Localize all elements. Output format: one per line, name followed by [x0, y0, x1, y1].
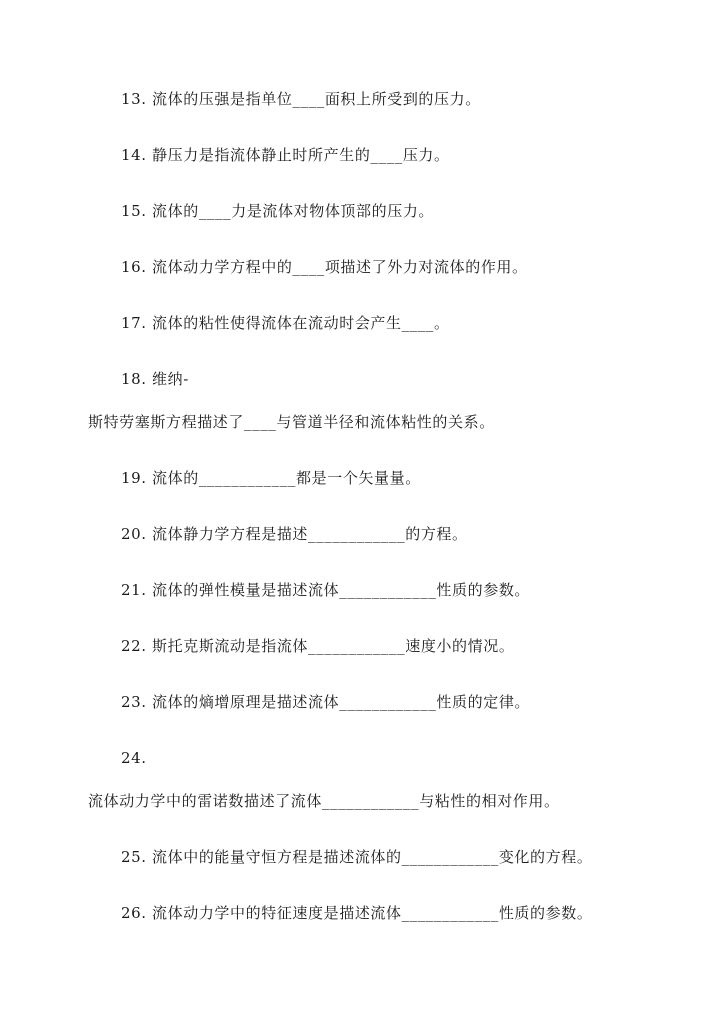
question-26: 26. 流体动力学中的特征速度是描述流体____________性质的参数。: [121, 904, 593, 922]
question-13: 13. 流体的压强是指单位____面积上所受到的压力。: [121, 90, 481, 108]
question-20: 20. 流体静力学方程是描述____________的方程。: [121, 525, 468, 543]
question-24-number: 24.: [121, 749, 147, 767]
question-16: 16. 流体动力学方程中的____项描述了外力对流体的作用。: [121, 258, 528, 276]
question-19: 19. 流体的____________都是一个矢量量。: [121, 469, 421, 487]
question-22: 22. 斯托克斯流动是指流体____________速度小的情况。: [121, 637, 515, 655]
question-18-text: 斯特劳塞斯方程描述了____与管道半径和流体粘性的关系。: [88, 413, 495, 431]
question-15: 15. 流体的____力是流体对物体顶部的压力。: [121, 202, 435, 220]
question-14: 14. 静压力是指流体静止时所产生的____压力。: [121, 146, 450, 164]
question-21: 21. 流体的弹性模量是描述流体____________性质的参数。: [121, 581, 531, 599]
question-18-number: 18. 维纳-: [121, 370, 189, 388]
question-24-text: 流体动力学中的雷诺数描述了流体____________与粘性的相对作用。: [88, 792, 560, 810]
question-23: 23. 流体的熵增原理是描述流体____________性质的定律。: [121, 693, 531, 711]
question-25: 25. 流体中的能量守恒方程是描述流体的____________变化的方程。: [121, 848, 593, 866]
question-17: 17. 流体的粘性使得流体在流动时会产生____。: [121, 314, 450, 332]
